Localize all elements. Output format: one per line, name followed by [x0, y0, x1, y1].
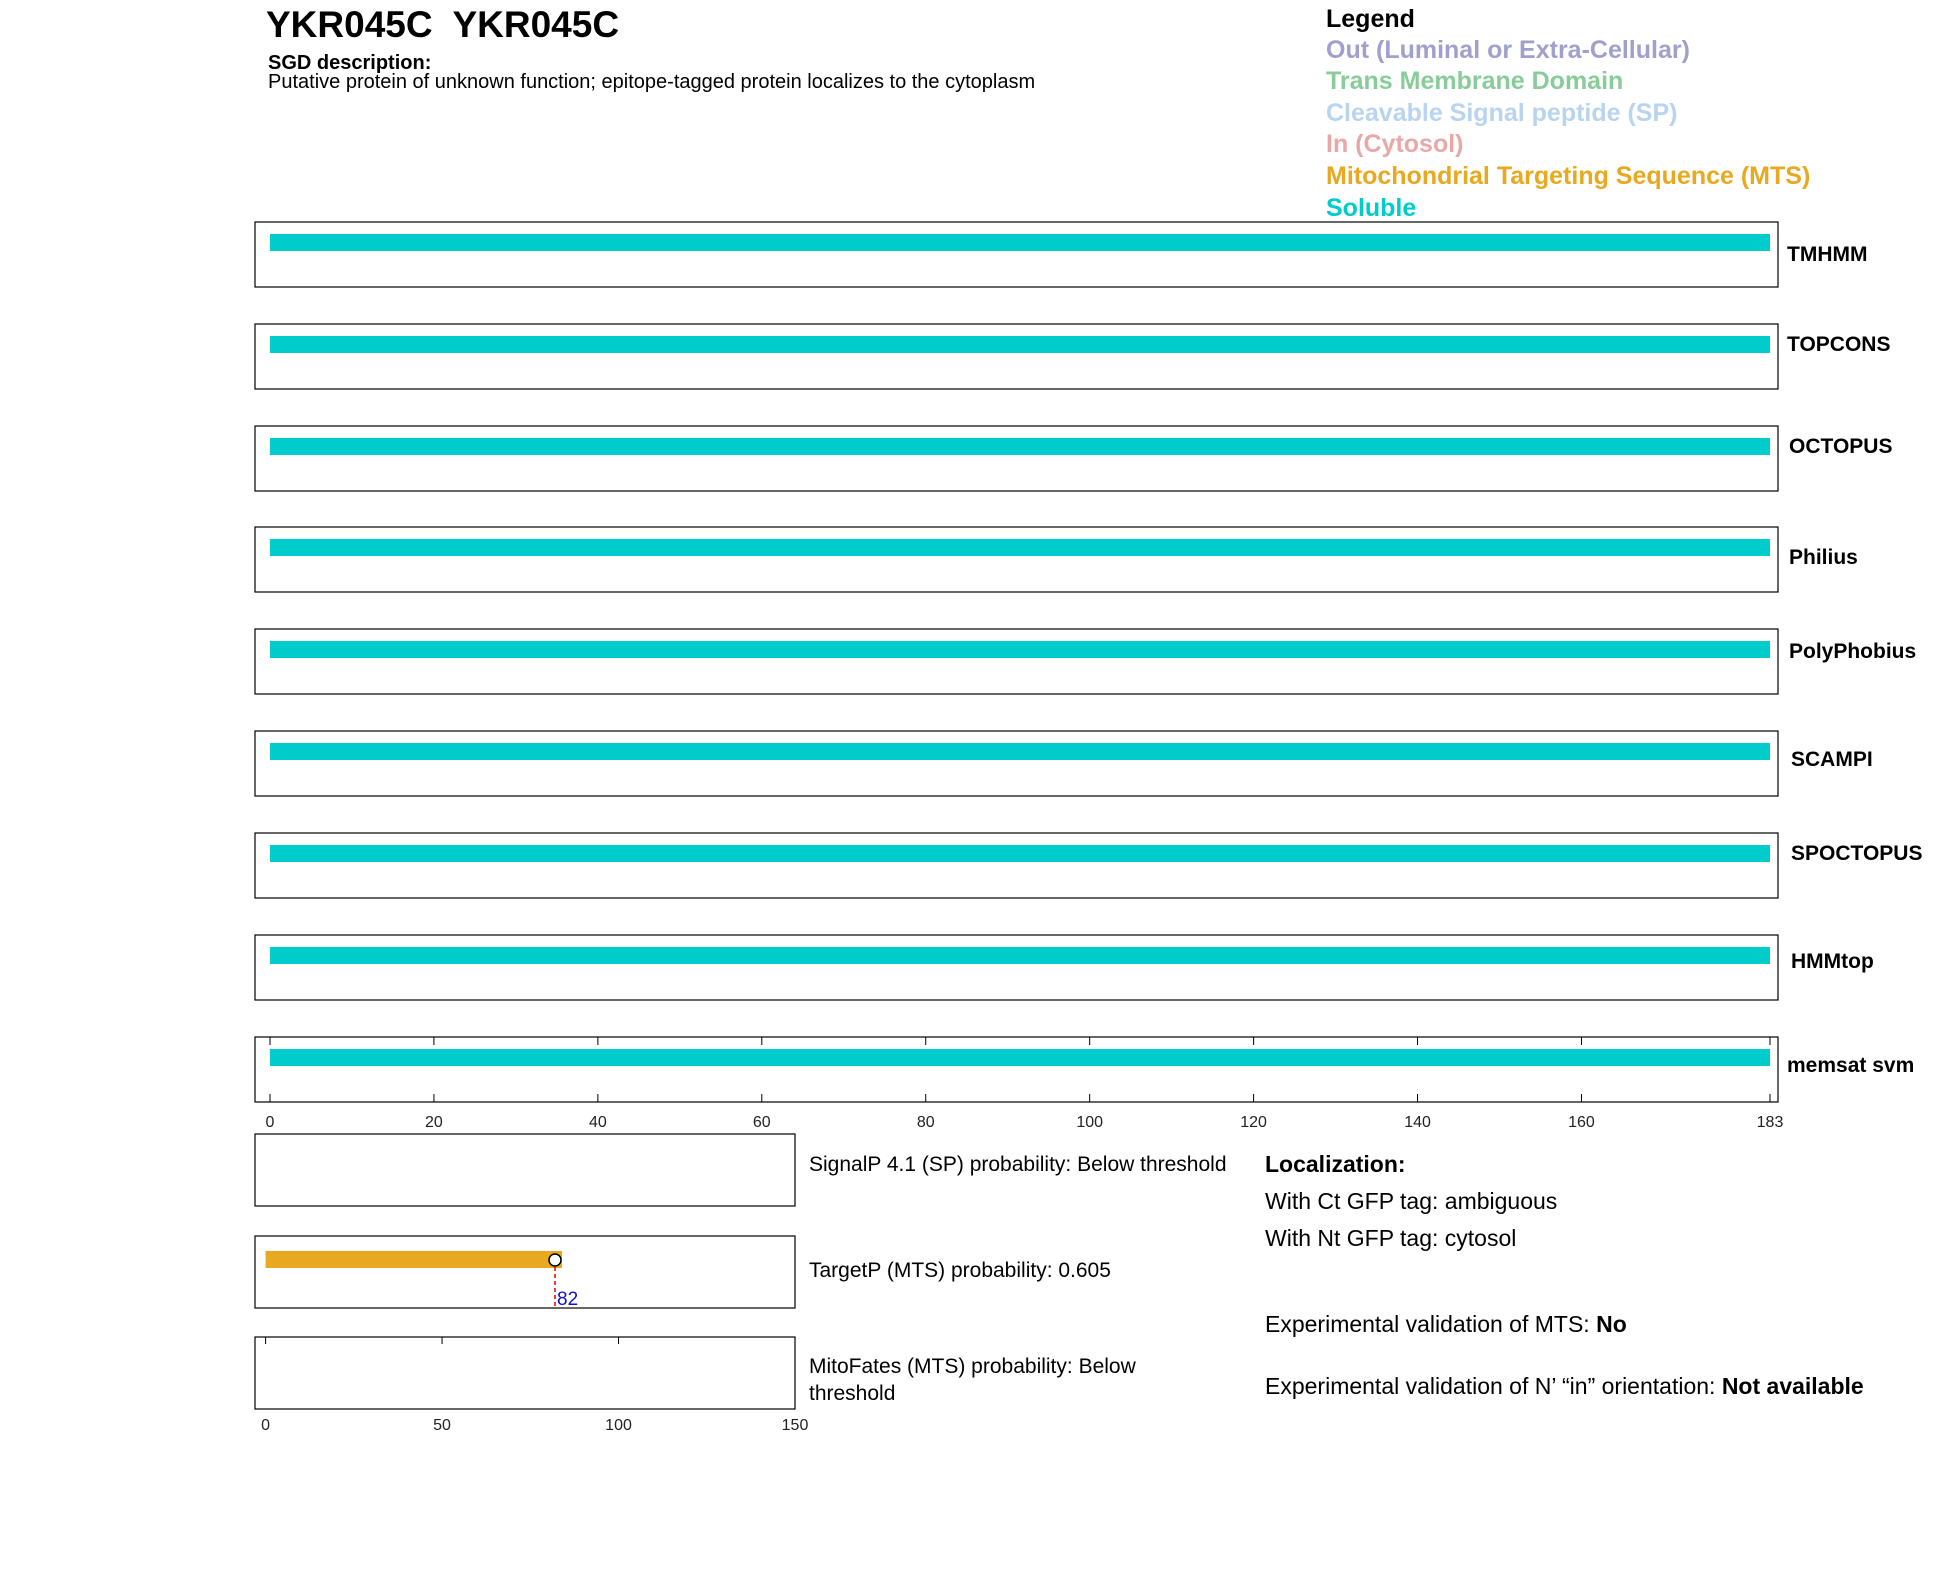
x-tick-label: 120: [1240, 1114, 1267, 1131]
mts-validation-label: Experimental validation of MTS:: [1265, 1311, 1597, 1337]
mts-validation: [1265, 1311, 1865, 1338]
track-label-topcons: TOPCONS: [1787, 333, 1891, 356]
x-tick-label: 60: [752, 1114, 771, 1131]
prob-x-tick-label: 50: [433, 1417, 451, 1434]
topology-segment: [270, 336, 1770, 353]
x-tick-label: 140: [1404, 1114, 1431, 1131]
x-tick-label: 80: [916, 1114, 935, 1131]
sgd-description-label: SGD description:: [268, 52, 432, 74]
track-frame: [255, 324, 1778, 389]
topology-segment: [270, 1049, 1770, 1066]
legend-item-tm: Trans Membrane Domain: [1326, 67, 1624, 95]
track-frame: [255, 731, 1778, 796]
track-label-tmhmm: TMHMM: [1787, 243, 1868, 266]
legend-title: Legend: [1326, 5, 1415, 33]
track-frame: [255, 833, 1778, 898]
signalp-text: SignalP 4.1 (SP) probability: Below threshold: [809, 1153, 1227, 1176]
track-label-scampi: SCAMPI: [1791, 748, 1873, 771]
x-tick-label: 40: [588, 1114, 607, 1131]
mts-validation-value: No: [1596, 1311, 1627, 1337]
track-frame: [255, 527, 1778, 592]
track-label-spoctopus: SPOCTOPUS: [1791, 842, 1923, 865]
topology-segment: [270, 845, 1770, 862]
mts-segment: [266, 1251, 562, 1268]
track-frame: [255, 222, 1778, 287]
prob-x-tick-label: 0: [261, 1417, 271, 1434]
track-label-hmmtop: HMMtop: [1791, 950, 1874, 973]
topology-segment: [270, 743, 1770, 760]
sgd-description-text: Putative protein of unknown function; epitope-tagged protein localizes to the cytoplasm: [268, 71, 1036, 93]
page-title: YKR045C YKR045C: [266, 4, 620, 45]
legend-item-mts: Mitochondrial Targeting Sequence (MTS): [1326, 162, 1811, 190]
topology-segment: [270, 947, 1770, 964]
cleavage-marker: [549, 1254, 561, 1266]
topology-segment: [270, 234, 1770, 251]
prob-panel-frame: [255, 1236, 795, 1308]
legend-item-out: Out (Luminal or Extra-Cellular): [1326, 36, 1690, 64]
legend-item-soluble: Soluble: [1326, 194, 1417, 222]
prob-x-tick-label: 150: [781, 1417, 809, 1434]
topology-segment: [270, 641, 1770, 658]
nin-validation-value: Not available: [1721, 1373, 1864, 1399]
track-frame: [255, 629, 1778, 694]
legend-item-sp: Cleavable Signal peptide (SP): [1326, 99, 1678, 127]
x-tick-label: 160: [1568, 1114, 1595, 1131]
track-label-memsat-svm: memsat svm: [1787, 1054, 1915, 1077]
localization-ct: With Ct GFP tag: ambiguous: [1265, 1188, 1558, 1214]
track-frame: [255, 426, 1778, 491]
track-frame: [255, 1037, 1778, 1102]
prob-panel-frame: [255, 1337, 795, 1409]
track-label-polyphobius: PolyPhobius: [1789, 640, 1917, 663]
x-tick-label: 20: [425, 1114, 443, 1131]
localization-nt: With Nt GFP tag: cytosol: [1265, 1225, 1517, 1251]
prob-panel-frame: [255, 1134, 795, 1206]
mitofates-text: MitoFates (MTS) probability: Below threshold: [809, 1355, 1136, 1405]
track-label-philius: Philius: [1789, 546, 1858, 569]
x-tick-label: 100: [1076, 1114, 1104, 1131]
cleavage-label: 82: [557, 1289, 579, 1310]
prob-x-tick-label: 100: [605, 1417, 632, 1434]
x-tick-label: 183: [1756, 1114, 1784, 1131]
nin-validation-label: Experimental validation of N’ “in” orientation:: [1265, 1373, 1722, 1399]
targetp-text: TargetP (MTS) probability: 0.605: [809, 1259, 1111, 1282]
legend-item-in: In (Cytosol): [1326, 130, 1464, 158]
x-tick-label: 0: [265, 1114, 275, 1131]
nin-validation: [1265, 1370, 1865, 1402]
localization-title: Localization:: [1265, 1151, 1406, 1177]
track-label-octopus: OCTOPUS: [1789, 435, 1893, 458]
topology-segment: [270, 438, 1770, 455]
track-frame: [255, 935, 1778, 1000]
topology-segment: [270, 539, 1770, 556]
